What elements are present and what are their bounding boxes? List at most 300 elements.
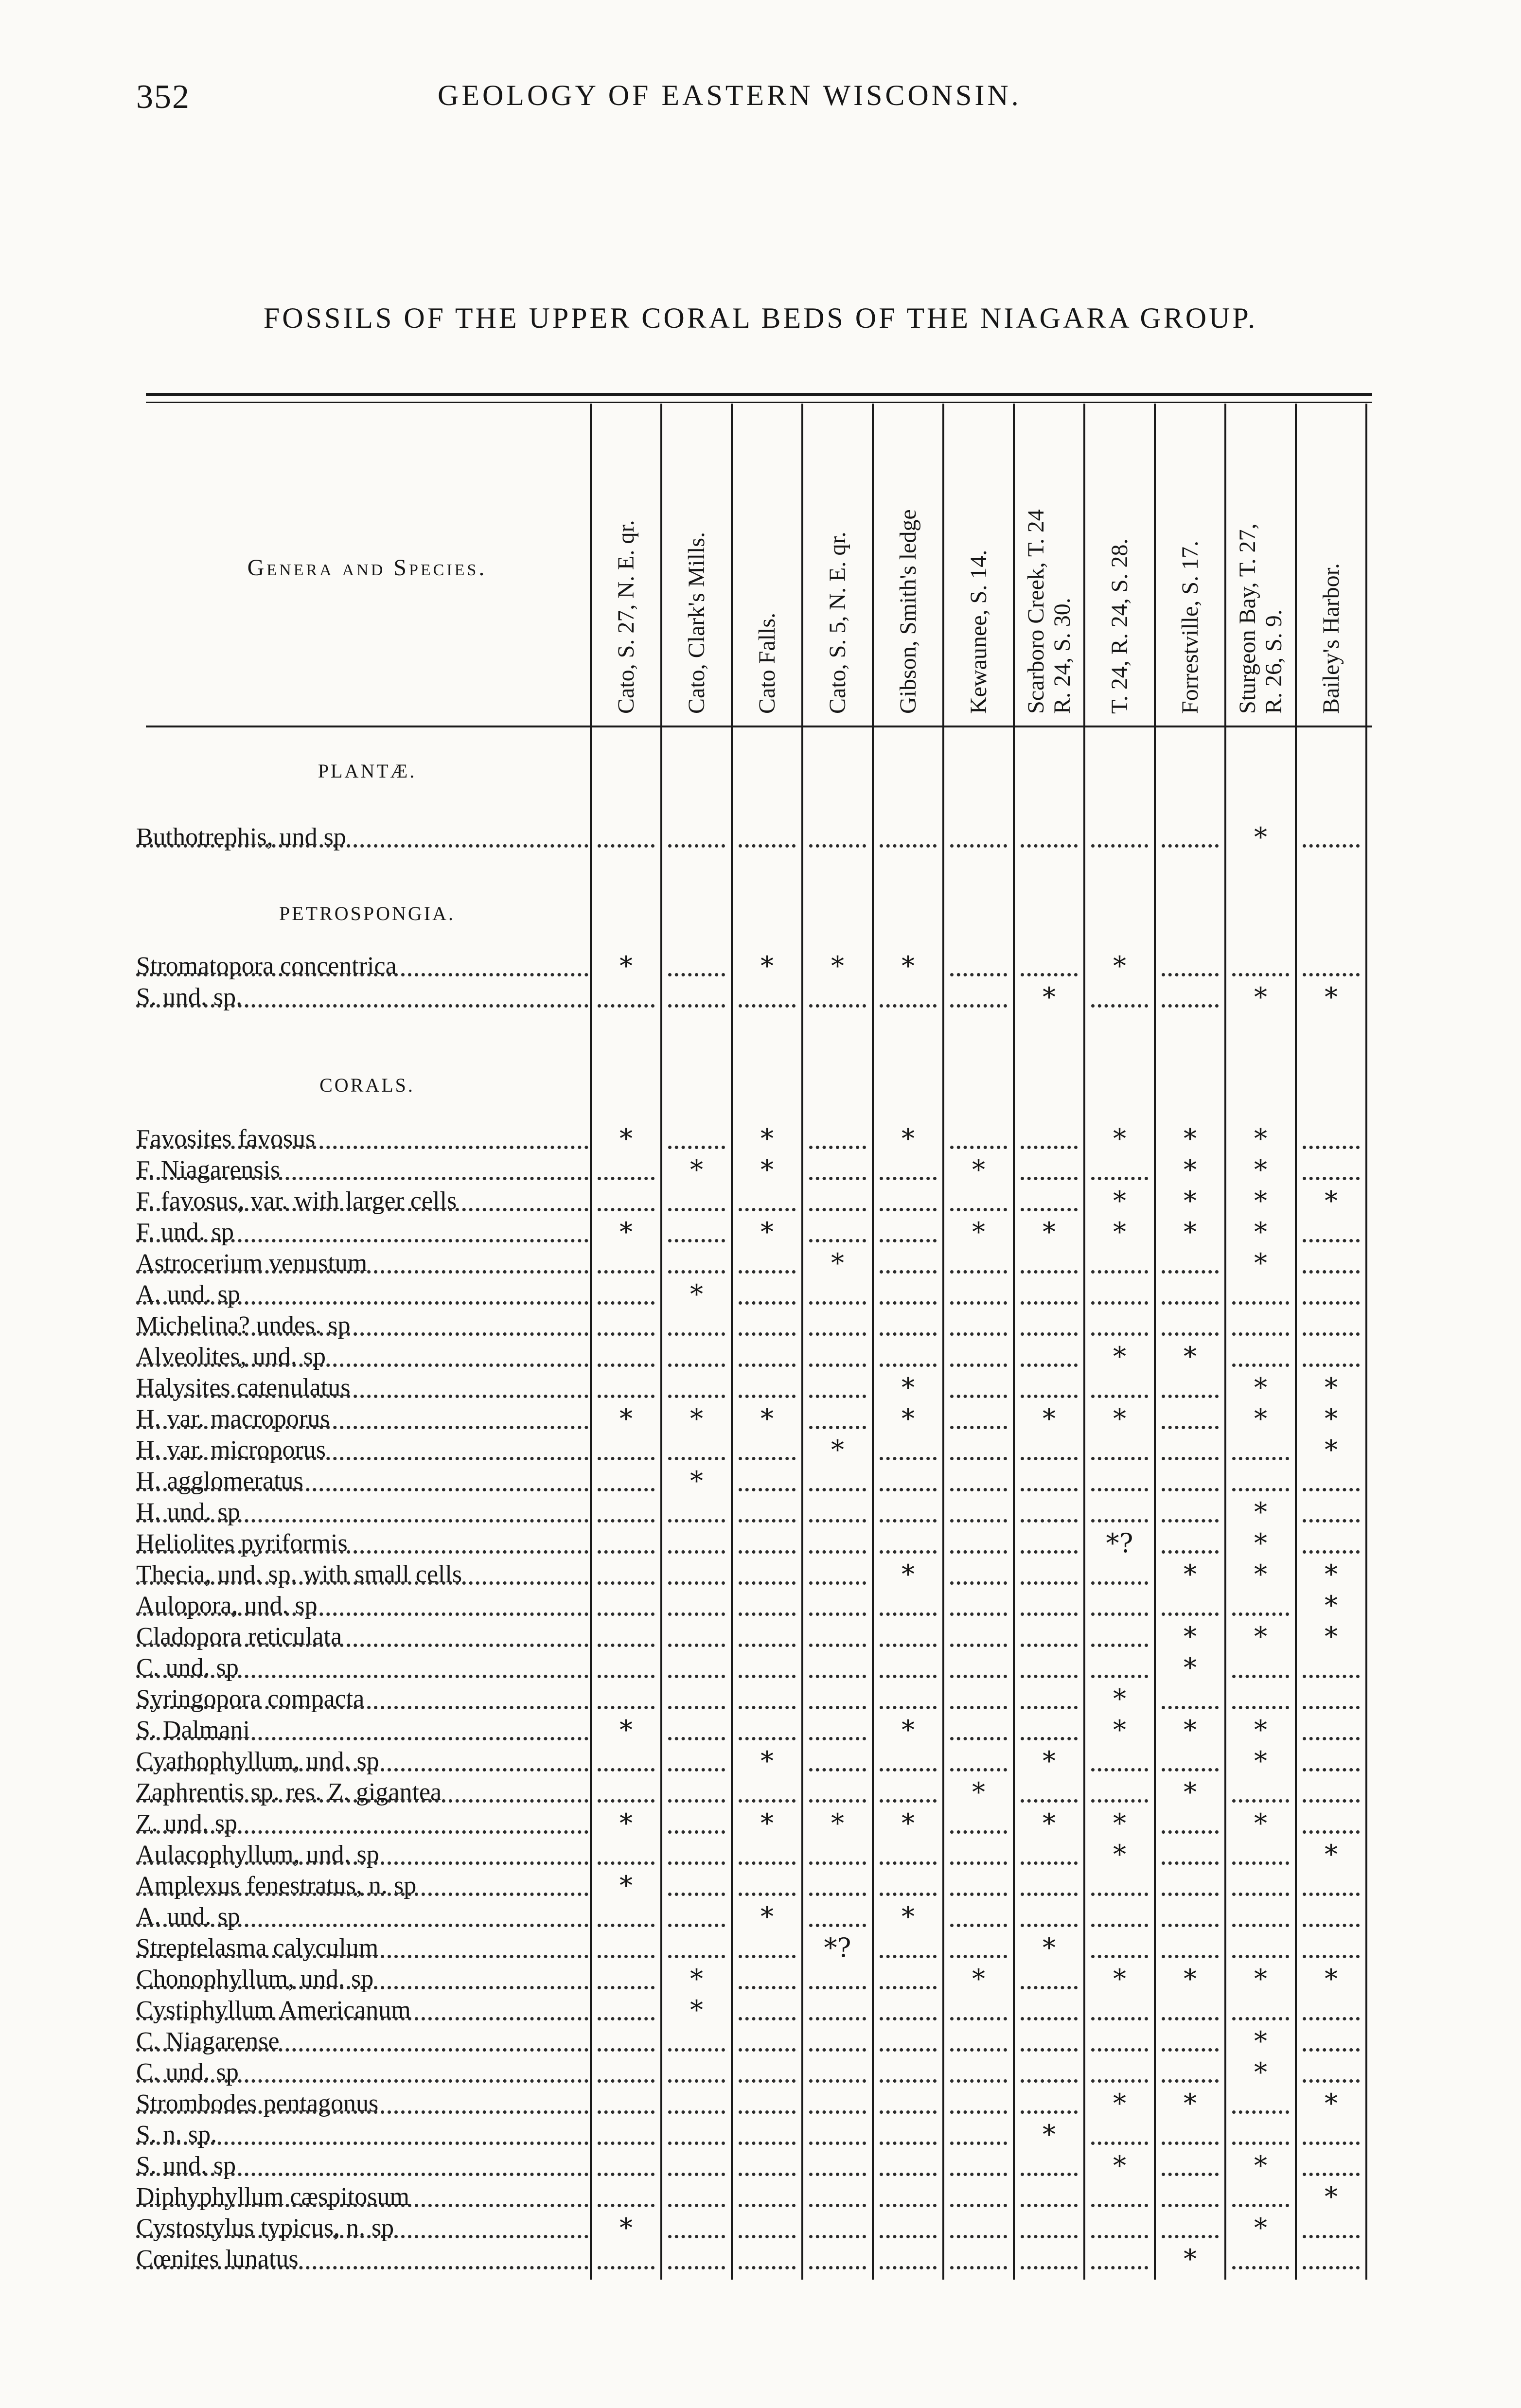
occurrence-cell (661, 1870, 732, 1901)
occurrence-cell (1084, 1372, 1155, 1403)
empty-dots (880, 1612, 937, 1616)
empty-dots (1303, 2079, 1360, 2083)
empty-dots (809, 2142, 866, 2145)
occurrence-mark: * (1043, 2119, 1056, 2150)
table-row (136, 2088, 1381, 2119)
empty-dots (880, 1270, 937, 1274)
empty-dots (668, 1893, 725, 1896)
empty-dots (598, 1861, 654, 1865)
species-name (136, 1870, 588, 1901)
dot-leader (136, 1893, 588, 1896)
occurrence-mark: * (760, 1808, 774, 1839)
occurrence-cell (732, 1154, 802, 1186)
occurrence-cell (802, 2088, 873, 2119)
occurrence-mark: * (1184, 1652, 1197, 1683)
empty-dots (950, 2235, 1007, 2238)
occurrence-cell (943, 1372, 1014, 1403)
occurrence-cell (1296, 982, 1366, 1013)
empty-dots (1021, 1177, 1078, 1180)
empty-dots (1021, 1332, 1078, 1336)
occurrence-cell (1296, 1808, 1366, 1839)
occurrence-mark: * (619, 951, 633, 981)
dot-leader (136, 1861, 588, 1865)
occurrence-cell (591, 2088, 661, 2119)
empty-dots (739, 1612, 796, 1616)
occurrence-cell (1296, 1217, 1366, 1248)
occurrence-cell (873, 1123, 943, 1154)
occurrence-cell (732, 1248, 802, 1279)
occurrence-cell (591, 1434, 661, 1466)
empty-dots (668, 1004, 725, 1008)
occurrence-cell (1014, 2181, 1084, 2213)
occurrence-mark: * (1184, 1964, 1197, 1994)
species-name-text: Amplexus fenestratus, n. sp (136, 1872, 419, 1899)
empty-dots (880, 1004, 937, 1008)
dot-leader (136, 1737, 588, 1740)
species-name-text: Cœnites lunatus (136, 2245, 301, 2273)
occurrence-cell (661, 1683, 732, 1715)
empty-dots (739, 2048, 796, 2052)
occurrence-cell (732, 2119, 802, 2150)
occurrence-cell (1014, 1901, 1084, 1932)
species-name-text: Chonophyllum, und. sp (136, 1965, 376, 1993)
occurrence-cell (732, 951, 802, 982)
occurrence-cell (1155, 982, 1225, 1013)
occurrence-mark: * (972, 1154, 985, 1185)
occurrence-mark: * (1184, 1621, 1197, 1652)
occurrence-cell (661, 1590, 732, 1621)
empty-dots (739, 1301, 796, 1305)
occurrence-cell (1084, 1279, 1155, 1310)
column-divider (1295, 404, 1297, 2280)
empty-dots (809, 1581, 866, 1585)
table-row (136, 1964, 1381, 1995)
table-row (136, 1746, 1381, 1777)
empty-dots (1303, 1955, 1360, 1958)
occurrence-mark: * (690, 1279, 703, 1310)
occurrence-cell (1296, 1559, 1366, 1590)
occurrence-cell (1155, 1964, 1225, 1995)
occurrence-cell (1014, 1995, 1084, 2026)
occurrence-cell (873, 1497, 943, 1528)
occurrence-cell (1225, 2119, 1296, 2150)
empty-dots (598, 2142, 654, 2145)
column-header-line: Sturgeon Bay, T. 27, (1235, 523, 1260, 714)
empty-dots (809, 1301, 866, 1305)
occurrence-cell (1155, 1372, 1225, 1403)
occurrence-mark: * (1043, 1746, 1056, 1776)
occurrence-mark: * (831, 1434, 844, 1465)
dot-leader (136, 1924, 588, 1927)
occurrence-cell (943, 2150, 1014, 2181)
occurrence-cell (591, 2150, 661, 2181)
occurrence-cell (1225, 1995, 1296, 2026)
occurrence-cell (1014, 1839, 1084, 1870)
column-header (1177, 541, 1203, 714)
empty-dots (598, 1550, 654, 1554)
occurrence-cell (802, 1777, 873, 1808)
occurrence-cell (1296, 822, 1366, 853)
empty-dots (1021, 1799, 1078, 1803)
occurrence-mark: * (1254, 1621, 1267, 1652)
occurrence-cell (1155, 1279, 1225, 1310)
empty-dots (598, 1986, 654, 1989)
occurrence-cell (1084, 822, 1155, 853)
empty-dots (1232, 1301, 1289, 1305)
occurrence-cell (661, 1995, 732, 2026)
empty-dots (598, 1457, 654, 1460)
occurrence-mark: * (1184, 1715, 1197, 1745)
occurrence-cell (732, 1964, 802, 1995)
occurrence-cell (1225, 1746, 1296, 1777)
occurrence-cell (802, 1497, 873, 1528)
empty-dots (1303, 973, 1360, 976)
occurrence-mark: * (1325, 1559, 1338, 1590)
empty-dots (809, 1004, 866, 1008)
empty-dots (1162, 1426, 1219, 1429)
column-header (895, 509, 921, 714)
empty-dots (1232, 1861, 1289, 1865)
table-row (136, 951, 1381, 982)
occurrence-mark: * (1254, 1528, 1267, 1558)
occurrence-mark: * (1184, 1186, 1197, 1216)
empty-dots (809, 2017, 866, 2020)
table-row (136, 1403, 1381, 1434)
occurrence-cell (802, 822, 873, 853)
species-name (136, 1746, 588, 1777)
empty-dots (950, 1519, 1007, 1523)
occurrence-mark: * (1325, 1403, 1338, 1434)
occurrence-cell (943, 2088, 1014, 2119)
column-header-line: Forrestville, S. 17. (1177, 541, 1203, 714)
occurrence-mark: * (1113, 2088, 1126, 2119)
occurrence-cell (873, 822, 943, 853)
empty-dots (1021, 2017, 1078, 2020)
species-name-text: Thecia, und. sp. with small cells (136, 1560, 465, 1588)
occurrence-cell (1155, 1497, 1225, 1528)
empty-dots (598, 1706, 654, 1709)
empty-dots (1091, 1395, 1148, 1398)
occurrence-cell (802, 1964, 873, 1995)
empty-dots (739, 1986, 796, 1989)
occurrence-mark: * (1113, 1839, 1126, 1870)
occurrence-cell (1084, 1839, 1155, 1870)
empty-dots (1091, 2204, 1148, 2207)
empty-dots (880, 1332, 937, 1336)
empty-dots (668, 2048, 725, 2052)
empty-dots (668, 1612, 725, 1616)
empty-dots (1091, 2142, 1148, 2145)
occurrence-cell (732, 1683, 802, 1715)
dot-leader (136, 1799, 588, 1803)
occurrence-cell (802, 1808, 873, 1839)
occurrence-cell (1084, 2119, 1155, 2150)
empty-dots (668, 1768, 725, 1771)
occurrence-mark: * (619, 1403, 633, 1434)
occurrence-mark: * (760, 1746, 774, 1776)
empty-dots (739, 1004, 796, 1008)
empty-dots (950, 1332, 1007, 1336)
empty-dots (739, 1457, 796, 1460)
empty-dots (668, 973, 725, 976)
column-divider (872, 404, 874, 2280)
empty-dots (809, 1426, 866, 1429)
occurrence-cell (943, 1995, 1014, 2026)
occurrence-cell (1084, 1186, 1155, 1217)
empty-dots (739, 1675, 796, 1678)
empty-dots (1303, 1239, 1360, 1242)
empty-dots (880, 2204, 937, 2207)
section-title: CORALS. (319, 1074, 415, 1096)
occurrence-cell (1084, 1310, 1155, 1341)
dot-leader (136, 1986, 588, 1989)
empty-dots (598, 1924, 654, 1927)
occurrence-cell (1084, 1715, 1155, 1746)
occurrence-cell (943, 2244, 1014, 2275)
empty-dots (1232, 1893, 1289, 1896)
occurrence-cell (1296, 2244, 1366, 2275)
occurrence-cell (732, 2088, 802, 2119)
empty-dots (950, 1581, 1007, 1585)
occurrence-cell (1225, 2244, 1296, 2275)
occurrence-cell (661, 1154, 732, 1186)
empty-dots (1021, 1270, 1078, 1274)
occurrence-cell (1225, 1932, 1296, 1964)
occurrence-cell (1296, 2057, 1366, 2088)
column-header (684, 532, 710, 714)
species-name-text: S. n. sp. (136, 2121, 220, 2148)
empty-dots (668, 1208, 725, 1211)
species-name (136, 1341, 588, 1372)
empty-dots (1021, 2173, 1078, 2176)
occurrence-cell (1155, 1559, 1225, 1590)
empty-dots (809, 1550, 866, 1554)
empty-dots (1021, 1208, 1078, 1211)
empty-dots (1021, 1488, 1078, 1491)
empty-dots (1303, 1550, 1360, 1554)
occurrence-cell (943, 951, 1014, 982)
occurrence-cell (873, 2244, 943, 2275)
empty-dots (739, 1861, 796, 1865)
empty-dots (598, 2017, 654, 2020)
empty-dots (1232, 1924, 1289, 1927)
column-header (1023, 509, 1076, 714)
occurrence-cell (1014, 1621, 1084, 1652)
occurrence-cell (873, 2119, 943, 2150)
occurrence-cell (1225, 1186, 1296, 1217)
occurrence-mark: * (1325, 982, 1338, 1012)
occurrence-cell (732, 1279, 802, 1310)
occurrence-mark: * (1325, 1621, 1338, 1652)
table-row (136, 822, 1381, 853)
occurrence-cell (732, 1497, 802, 1528)
occurrence-cell (943, 1652, 1014, 1683)
column-divider (660, 404, 662, 2280)
table-row (136, 1683, 1381, 1715)
occurrence-mark: * (831, 1248, 844, 1278)
occurrence-mark: * (1184, 1777, 1197, 1807)
occurrence-cell (661, 2119, 732, 2150)
occurrence-cell (1155, 1777, 1225, 1808)
dot-leader (136, 1270, 588, 1274)
empty-dots (1021, 1550, 1078, 1554)
empty-dots (880, 1177, 937, 1180)
empty-dots (668, 1581, 725, 1585)
section-title: PLANTÆ. (318, 760, 417, 782)
occurrence-cell (802, 2026, 873, 2057)
empty-dots (880, 1550, 937, 1554)
occurrence-cell (1084, 1652, 1155, 1683)
occurrence-cell (873, 1715, 943, 1746)
occurrence-cell (591, 2244, 661, 2275)
occurrence-cell (1296, 1715, 1366, 1746)
empty-dots (598, 1768, 654, 1771)
empty-dots (598, 2048, 654, 2052)
occurrence-cell (591, 1154, 661, 1186)
empty-dots (1021, 1861, 1078, 1865)
empty-dots (1021, 1146, 1078, 1149)
occurrence-cell (873, 2026, 943, 2057)
empty-dots (1232, 1488, 1289, 1491)
occurrence-mark: * (690, 1466, 703, 1496)
occurrence-cell (1084, 2150, 1155, 2181)
empty-dots (668, 1737, 725, 1740)
occurrence-mark: * (1325, 1839, 1338, 1870)
occurrence-cell (873, 1590, 943, 1621)
occurrence-cell (1225, 1123, 1296, 1154)
occurrence-cell (1155, 1186, 1225, 1217)
species-name-text: F. favosus, var. with larger cells (136, 1187, 460, 1215)
species-name (136, 1839, 588, 1870)
occurrence-mark: * (1113, 1186, 1126, 1216)
occurrence-cell (1155, 1310, 1225, 1341)
empty-dots (1162, 844, 1219, 848)
occurrence-cell (873, 1248, 943, 1279)
occurrence-mark: * (1254, 1715, 1267, 1745)
dot-leader (136, 1768, 588, 1771)
occurrence-cell (1084, 1808, 1155, 1839)
occurrence-cell (1014, 2088, 1084, 2119)
occurrence-cell (1014, 1403, 1084, 1434)
table-row (136, 1932, 1381, 1964)
occurrence-cell (1155, 1466, 1225, 1497)
empty-dots (668, 2266, 725, 2269)
occurrence-cell (873, 1901, 943, 1932)
species-name (136, 1123, 588, 1154)
occurrence-cell (943, 1217, 1014, 1248)
species-name (136, 2213, 588, 2244)
occurrence-cell (943, 2119, 1014, 2150)
table-row (136, 1497, 1381, 1528)
empty-dots (1091, 1457, 1148, 1460)
empty-dots (809, 1395, 866, 1398)
empty-dots (880, 1986, 937, 1989)
species-name-text: C. Niagarense (136, 2027, 283, 2055)
species-name (136, 1403, 588, 1434)
occurrence-cell (802, 2181, 873, 2213)
empty-dots (1162, 2173, 1219, 2176)
occurrence-cell (1296, 1932, 1366, 1964)
occurrence-cell (1014, 1932, 1084, 1964)
empty-dots (739, 1644, 796, 1647)
occurrence-cell (802, 1715, 873, 1746)
occurrence-cell (1225, 1248, 1296, 1279)
occurrence-cell (1296, 2213, 1366, 2244)
occurrence-mark: * (1325, 1964, 1338, 1994)
empty-dots (739, 1706, 796, 1709)
occurrence-cell (732, 1995, 802, 2026)
empty-dots (809, 2235, 866, 2238)
occurrence-cell (1014, 982, 1084, 1013)
occurrence-cell (943, 1559, 1014, 1590)
occurrence-cell (591, 1186, 661, 1217)
column-divider (590, 404, 592, 2280)
occurrence-cell (1155, 1746, 1225, 1777)
species-name (136, 982, 588, 1013)
occurrence-mark: * (1113, 1403, 1126, 1434)
occurrence-cell (1014, 1715, 1084, 1746)
empty-dots (1162, 1301, 1219, 1305)
occurrence-cell (661, 822, 732, 853)
species-name (136, 1590, 588, 1621)
occurrence-mark: * (1254, 2213, 1267, 2243)
empty-dots (1162, 1768, 1219, 1771)
occurrence-cell (1014, 1528, 1084, 1559)
running-head: GEOLOGY OF EASTERN WISCONSIN. (438, 79, 1022, 111)
occurrence-cell (732, 2026, 802, 2057)
occurrence-cell (1155, 2213, 1225, 2244)
empty-dots (598, 1004, 654, 1008)
occurrence-cell (1296, 1870, 1366, 1901)
empty-dots (739, 2142, 796, 2145)
occurrence-cell (661, 1341, 732, 1372)
empty-dots (1303, 844, 1360, 848)
empty-dots (950, 1270, 1007, 1274)
table-row (136, 1341, 1381, 1372)
occurrence-mark: * (972, 1964, 985, 1994)
table-row (136, 1839, 1381, 1870)
occurrence-cell (1296, 2150, 1366, 2181)
empty-dots (1232, 1332, 1289, 1336)
occurrence-cell (1014, 2119, 1084, 2150)
occurrence-cell (591, 1279, 661, 1310)
empty-dots (1303, 1799, 1360, 1803)
occurrence-cell (1155, 1652, 1225, 1683)
empty-dots (1091, 1301, 1148, 1305)
occurrence-cell (1155, 2026, 1225, 2057)
species-name-text: Diphyphyllum cæspitosum (136, 2183, 412, 2211)
occurrence-mark: * (1184, 2244, 1197, 2274)
occurrence-mark: * (1043, 1932, 1056, 1963)
empty-dots (1021, 1301, 1078, 1305)
occurrence-cell (1084, 1870, 1155, 1901)
column-header-line: Scarboro Creek, T. 24 (1023, 509, 1049, 714)
dot-leader (136, 2173, 588, 2176)
occurrence-cell (1225, 1590, 1296, 1621)
page-number: 352 (136, 78, 190, 116)
empty-dots (598, 1799, 654, 1803)
occurrence-cell (1084, 1497, 1155, 1528)
species-name (136, 1995, 588, 2026)
occurrence-cell (873, 1932, 943, 1964)
empty-dots (598, 1363, 654, 1367)
occurrence-cell (1225, 2026, 1296, 2057)
occurrence-cell (661, 2213, 732, 2244)
empty-dots (1232, 1675, 1289, 1678)
occurrence-cell (732, 1403, 802, 1434)
column-header (825, 531, 851, 714)
occurrence-mark: * (619, 1808, 633, 1839)
